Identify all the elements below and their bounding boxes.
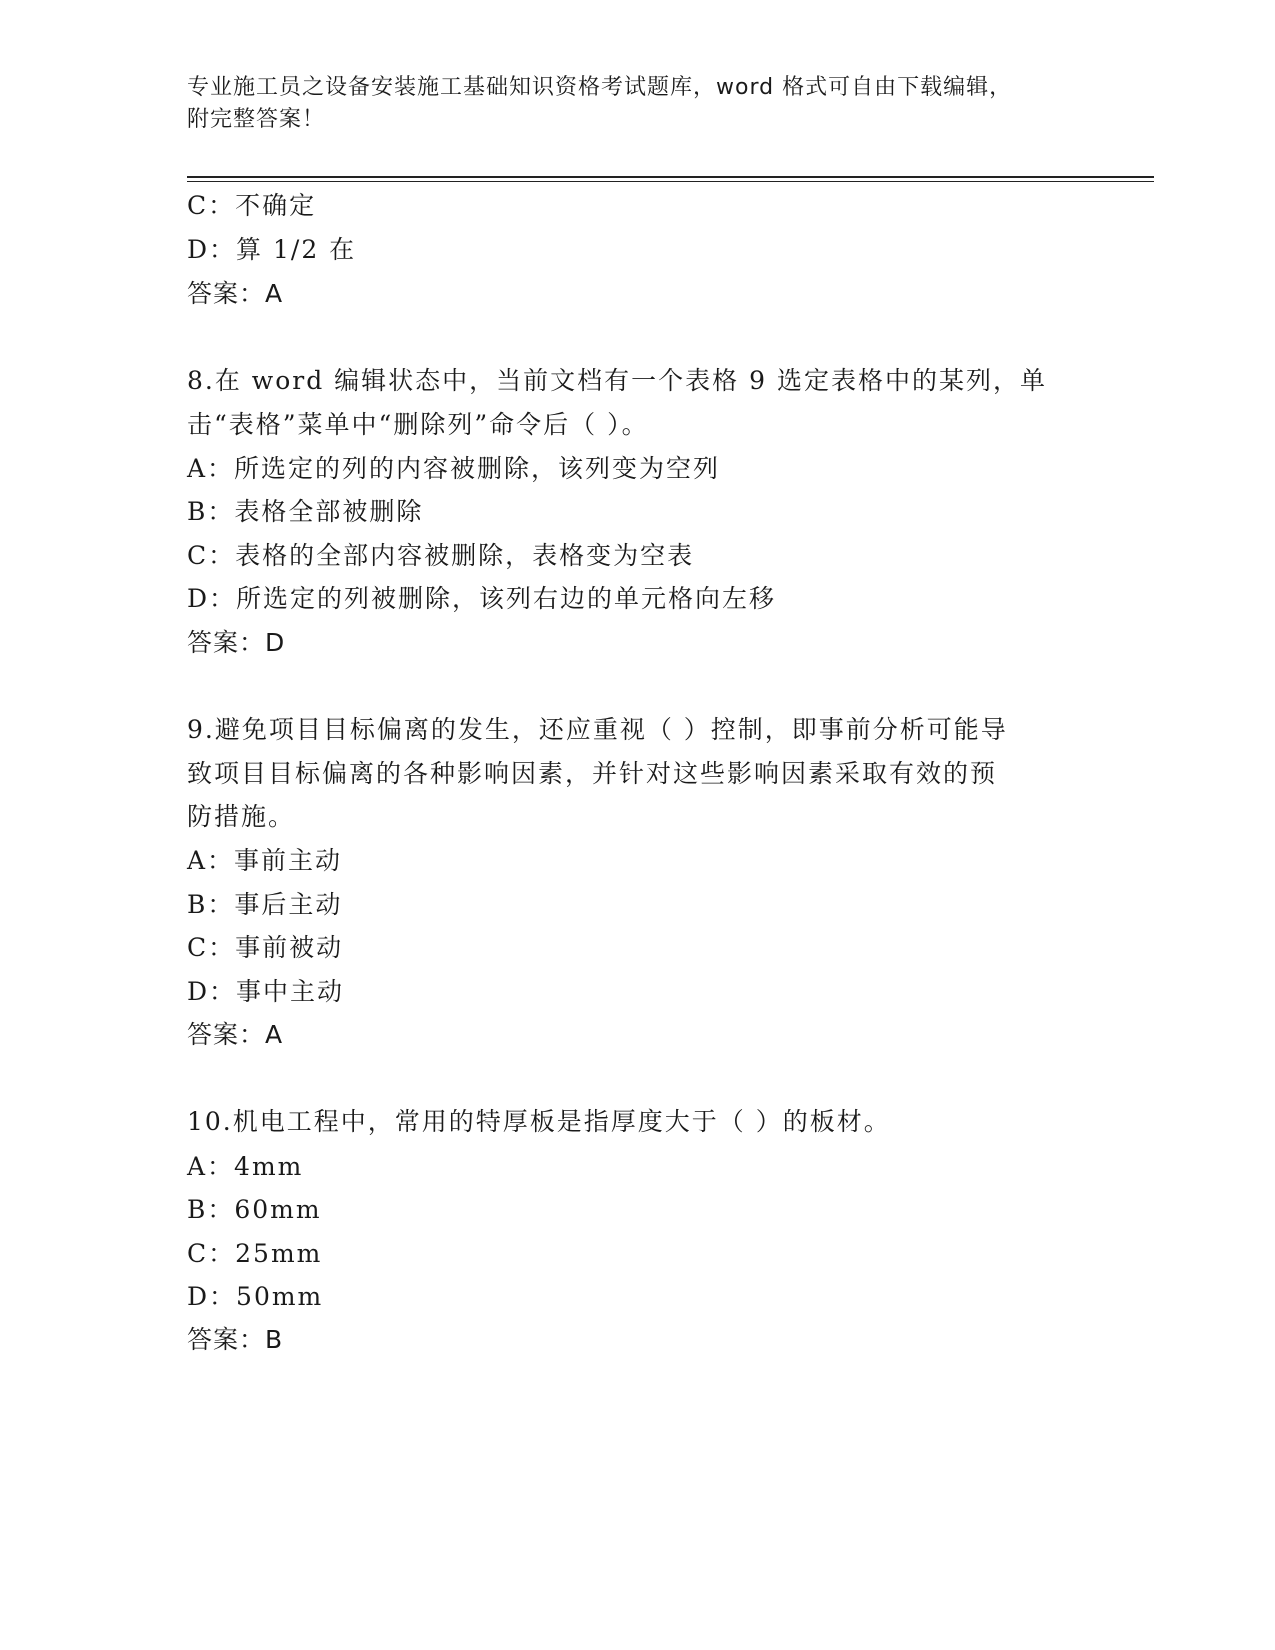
q10-option-c: C：25mm — [187, 1239, 323, 1268]
header-rule-thick — [187, 176, 1154, 178]
q9-answer: 答案：A — [187, 1020, 284, 1049]
q8-option-b: B：表格全部被删除 — [187, 497, 424, 526]
q10-option-b: B：60mm — [187, 1195, 322, 1224]
q9-stem-line-2: 致项目目标偏离的各种影响因素，并针对这些影响因素采取有效的预 — [187, 759, 998, 788]
q7-answer: 答案：A — [187, 279, 284, 308]
q8-answer: 答案：D — [187, 628, 286, 657]
q7-option-c: C：不确定 — [187, 191, 317, 220]
q8-option-a: A：所选定的列的内容被删除，该列变为空列 — [187, 454, 721, 483]
q9-option-b: B：事后主动 — [187, 890, 343, 919]
q7-option-d: D：算 1/2 在 — [187, 235, 357, 264]
q10-stem-line-1: 10.机电工程中，常用的特厚板是指厚度大于（ ）的板材。 — [187, 1107, 891, 1136]
q8-option-c: C：表格的全部内容被删除，表格变为空表 — [187, 541, 695, 570]
q9-option-c: C：事前被动 — [187, 933, 344, 962]
q8-stem-line-1: 8.在 word 编辑状态中，当前文档有一个表格 9 选定表格中的某列，单 — [187, 366, 1047, 395]
q10-answer: 答案：B — [187, 1325, 284, 1354]
header-rule-thin — [187, 181, 1154, 182]
q9-option-d: D：事中主动 — [187, 977, 345, 1006]
q8-stem-line-2: 击“表格”菜单中“删除列”命令后（ ）。 — [187, 410, 649, 439]
q9-option-a: A：事前主动 — [187, 846, 343, 875]
q9-stem-line-1: 9.避免项目目标偏离的发生，还应重视（ ）控制，即事前分析可能导 — [187, 715, 1008, 744]
q8-option-d: D：所选定的列被删除，该列右边的单元格向左移 — [187, 584, 777, 613]
header-line-2: 附完整答案！ — [187, 107, 326, 132]
q10-option-d: D：50mm — [187, 1282, 324, 1311]
q9-stem-line-3: 防措施。 — [187, 802, 296, 831]
q10-option-a: A：4mm — [187, 1152, 304, 1181]
header-line-1: 专业施工员之设备安装施工基础知识资格考试题库，word 格式可自由下载编辑， — [187, 75, 1013, 100]
document-header — [187, 72, 1087, 136]
